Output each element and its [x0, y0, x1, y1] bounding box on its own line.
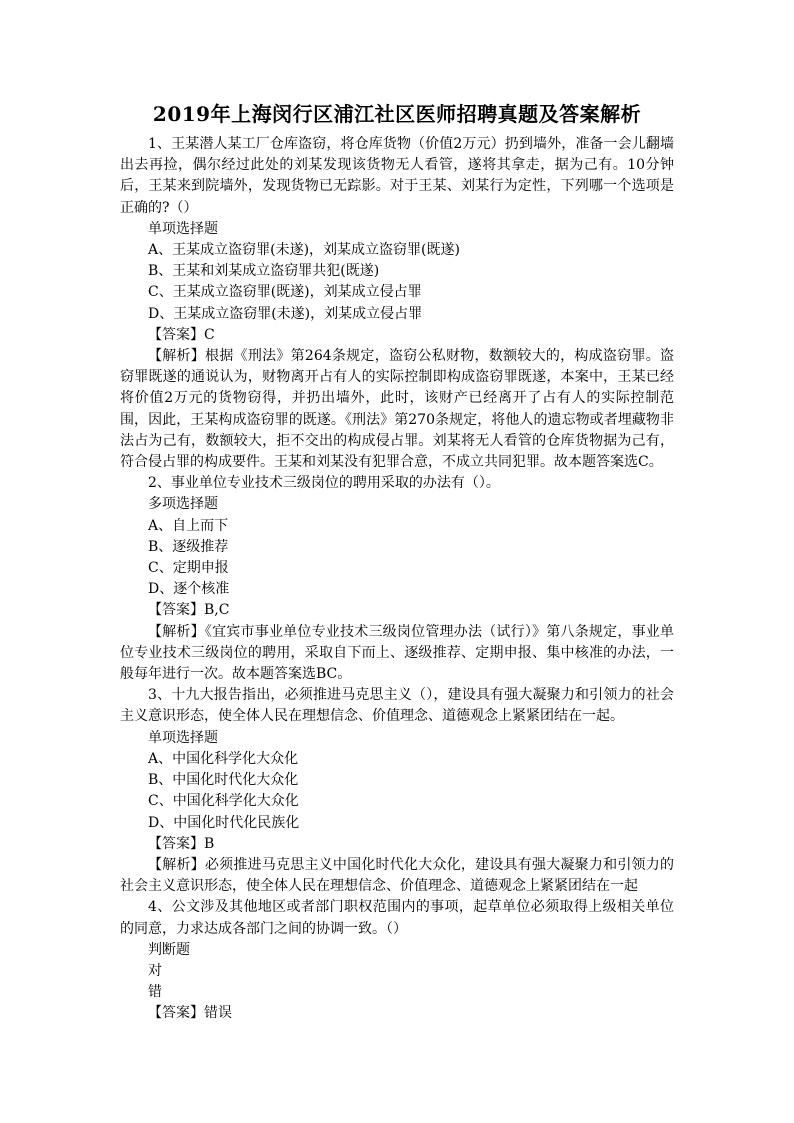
option-d: D、王某成立盗窃罪(未遂)，刘某成立侵占罪: [148, 305, 423, 322]
option-a: A、中国化科学化大众化: [148, 750, 299, 767]
option-b: B、逐级推荐: [148, 538, 229, 555]
question-2: [120, 473, 674, 685]
option-c: C、定期申报: [148, 560, 229, 577]
question-type: 多项选择题: [148, 496, 218, 513]
analysis: 【解析】根据《刑法》第264条规定，盗窃公私财物，数额较大的，构成盗窃罪。盗窃罪既遂的通说认为，财物离开占有人的实际控制即构成盗窃罪既遂，本案中，王某已经将价值2万元的货物窃得，并扔出墙外，此时，该财产已经离开了占有人的实际控制范围，因此，王某构成盗窃罪的既遂。《刑法》第270条规定，将他人的遗忘物或者埋藏物非法占为己有，数额较大，拒不交出的构成侵占罪。刘某将无人看管的仓库货物据为己有，符合侵占罪的构成要件。王某和刘某没有犯罪合意，不成立共同犯罪。故本题答案选C。: [120, 348, 674, 471]
question-3: [120, 685, 674, 897]
option-b: B、中国化时代化大众化: [148, 772, 299, 789]
option-c: C、王某成立盗窃罪(既遂)，刘某成立侵占罪: [148, 284, 422, 301]
analysis: 【解析】必须推进马克思主义中国化时代化大众化，建设具有强大凝聚力和引领力的社会主义意识形态，使全体人民在理想信念、价值理念、道德观念上紧紧团结在一起: [120, 856, 674, 895]
question-stem: 4、公文涉及其他地区或者部门职权范围内的事项，起草单位必须取得上级相关单位的同意，力求达成各部门之间的协调一致。（）: [120, 899, 674, 937]
question-1: [120, 134, 674, 473]
question-type: 判断题: [148, 941, 190, 958]
question-type: 单项选择题: [148, 220, 218, 237]
option-d: D、中国化时代化民族化: [148, 814, 300, 831]
option-a: A、自上而下: [148, 517, 229, 534]
option-false: 错: [148, 984, 162, 1001]
question-stem: 3、十九大报告指出，必须推进马克思主义（），建设具有强大凝聚力和引领力的社会主义意识形态，使全体人民在理想信念、价值理念、道德观念上紧紧团结在一起。: [120, 687, 674, 725]
document-title: 2019年上海闵行区浦江社区医师招聘真题及答案解析: [152, 102, 642, 126]
option-b: B、王某和刘某成立盗窃罪共犯(既遂): [148, 263, 380, 280]
question-stem: 2、事业单位专业技术三级岗位的聘用采取的办法有（）。: [148, 475, 500, 492]
answer: 【答案】C: [148, 326, 215, 343]
question-type: 单项选择题: [148, 729, 218, 746]
analysis: 【解析】《宜宾市事业单位专业技术三级岗位管理办法（试行）》第八条规定，事业单位专业技术三级岗位的聘用，采取自下而上、逐级推荐、定期申报、集中核准的办法，一般每年进行一次。故本题答案选BC。: [120, 623, 674, 683]
option-d: D、逐个核准: [148, 581, 230, 598]
option-a: A、王某成立盗窃罪(未遂)，刘某成立盗窃罪(既遂): [148, 242, 460, 259]
option-true: 对: [148, 962, 162, 979]
answer: 【答案】B: [148, 835, 215, 852]
option-c: C、中国化科学化大众化: [148, 793, 299, 810]
answer: 【答案】错误: [148, 1005, 232, 1022]
answer: 【答案】B,C: [148, 602, 230, 619]
question-stem: 1、王某潜人某工厂仓库盗窃，将仓库货物（价值2万元）扔到墙外，准备一会儿翻墙出去再捡，偶尔经过此处的刘某发现该货物无人看管，遂将其拿走，据为己有。10分钟后，王某来到院墙外，发现货物已无踪影。对于王某、刘某行为定性，下列哪一个选项是正确的?（）: [120, 136, 674, 216]
question-4: [120, 897, 674, 1024]
